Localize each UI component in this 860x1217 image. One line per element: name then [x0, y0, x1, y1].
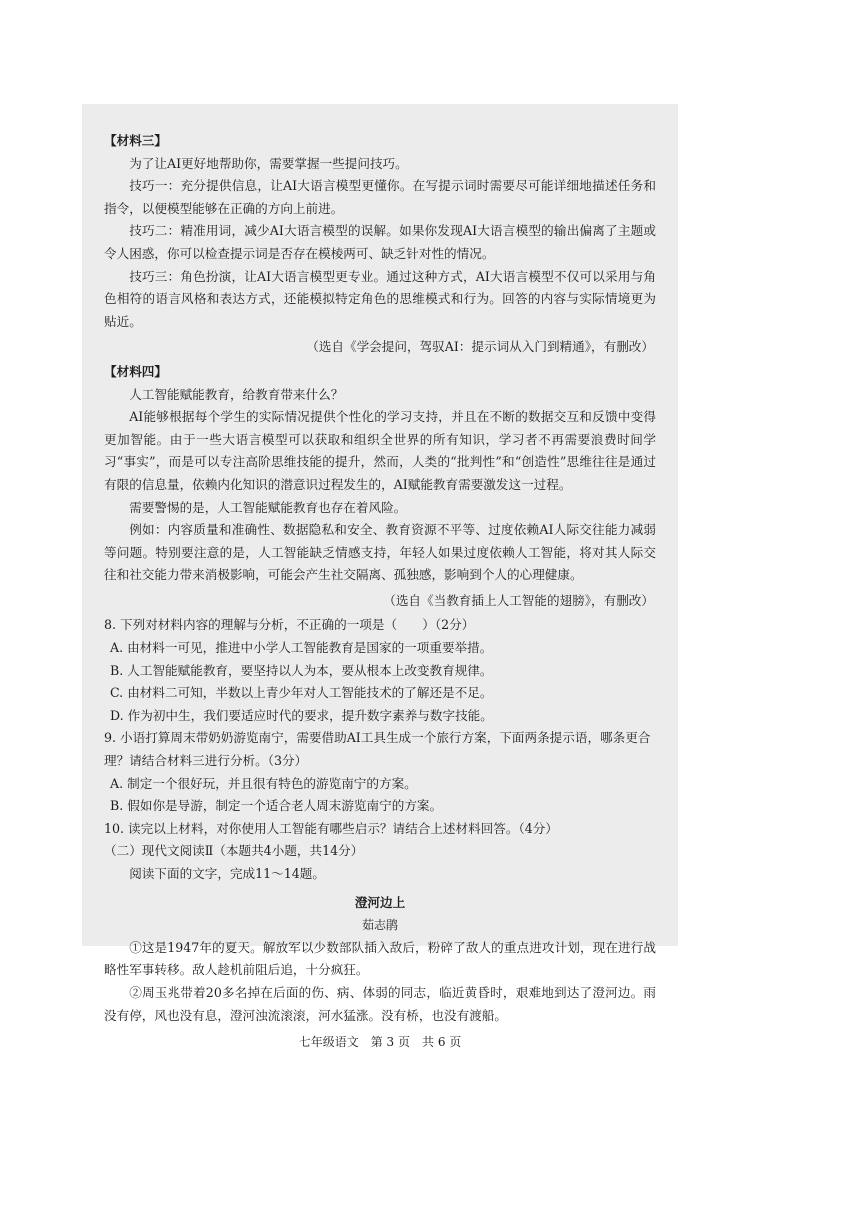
page-footer: 七年级语文 第 3 页 共 6 页 — [298, 1035, 462, 1050]
passage-paragraph-2: ②周玉兆带着20多名掉在后面的伤、病、体弱的同志，临近黄昏时，艰难地到达了澄河边。雨没有停，风也没有息，澄河浊流滚滚，河水猛涨。没有桥，也没有渡船。 — [104, 984, 656, 1023]
material3-heading: 【材料三】 — [104, 133, 167, 148]
material3-tip1: 技巧一：充分提供信息，让AI大语言模型更懂你。在写提示词时需要尽可能详细地描述任务和指令，以便模型能够在正确的方向上前进。 — [104, 178, 656, 216]
question-8-option: C. 由材料二可知，半数以上青少年对人工智能技术的了解还是不足。 — [110, 685, 493, 701]
material4-heading: 【材料四】 — [104, 363, 167, 379]
passage-title: 澄河边上 — [354, 894, 406, 910]
material3-intro: 为了让AI更好地帮助你，需要掌握一些提问技巧。 — [129, 155, 408, 171]
question-8-option: A. 由材料一可见，推进中小学人工智能教育是国家的一项重要举措。 — [110, 640, 493, 656]
material4-source: （选自《当教育插上人工智能的翅膀》，有删改） — [383, 592, 654, 608]
question-9-stem: 9. 小语打算周末带奶奶游览南宁，需要借助AI工具生成一个旅行方案，下面两条提示语，哪条更合理？请结合材料三进行分析。（3分） — [104, 730, 651, 769]
section-2-heading: （二）现代文阅读Ⅱ（本题共4小题，共14分） — [104, 843, 364, 859]
material4-p4: 例如：内容质量和准确性、数据隐私和安全、教育资源不平等、过度依赖AI人际交往能力减弱等问题。特别要注意的是，人工智能缺乏情感支持，年轻人如果过度依赖人工智能，将对其人际交往和社交能力带来消极影响，可能会产生社交隔离、孤独感，影响到个人的心理健康。 — [104, 522, 656, 583]
question-9-option: B. 假如你是导游，制定一个适合老人周末游览南宁的方案。 — [110, 798, 443, 814]
material3-tip2: 技巧二：精准用词，减少AI大语言模型的误解。如果你发现AI大语言模型的输出偏离了主题或令人困惑，你可以检查提示词是否存在模棱两可、缺乏针对性的情况。 — [104, 223, 656, 261]
section-2-instruction: 阅读下面的文字，完成11～14题。 — [129, 866, 325, 881]
material3-tip3: 技巧三：角色扮演，让AI大语言模型更专业。通过这种方式，AI大语言模型不仅可以采用与角色相符的语言风格和表达方式，还能模拟特定角色的思维模式和行为。回答的内容与实际情境更为贴近。 — [104, 268, 656, 329]
question-8-option: B. 人工智能赋能教育，要坚持以人为本，要从根本上改变教育规律。 — [110, 662, 493, 678]
scanned-exam-page — [82, 104, 678, 1050]
question-8-stem: 8. 下列对材料内容的理解与分析，不正确的一项是（ ）（2分） — [104, 617, 475, 633]
passage-paragraph-1: ①这是1947年的夏天。解放军以少数部队插入敌后，粉碎了敌人的重点进攻计划，现在进行战略性军事转移。敌人趁机前阻后追，十分疯狂。 — [104, 939, 656, 978]
question-8-option: D. 作为初中生，我们要适应时代的要求，提升数字素养与数字技能。 — [110, 707, 493, 723]
material4-p1: 人工智能赋能教育，给教育带来什么？ — [129, 386, 344, 402]
material4-p3: 需要警惕的是，人工智能赋能教育也存在着风险。 — [129, 499, 407, 515]
question-10-stem: 10. 读完以上材料，对你使用人工智能有哪些启示？请结合上述材料回答。（4分） — [104, 820, 558, 836]
passage-author: 茹志鹃 — [361, 918, 398, 933]
material3-source: （选自《学会提问，驾驭AI：提示词从入门到精通》，有删改） — [306, 339, 654, 355]
question-9-option: A. 制定一个很好玩，并且很有特色的游览南宁的方案。 — [110, 775, 417, 791]
material4-p2: AI能够根据每个学生的实际情况提供个性化的学习支持，并且在不断的数据交互和反馈中变得更加智能。由于一些大语言模型可以获取和组织全世界的所有知识，学习者不再需要浪费时间学习“事实”，而是可以专注高阶思维技能的提升，然而，人类的“批判性”和“创造性”思维往往是通过有限的信息量，依赖内化知识的潜意识过程发生的，AI赋能教育需要激发这一过程。 — [104, 409, 656, 492]
